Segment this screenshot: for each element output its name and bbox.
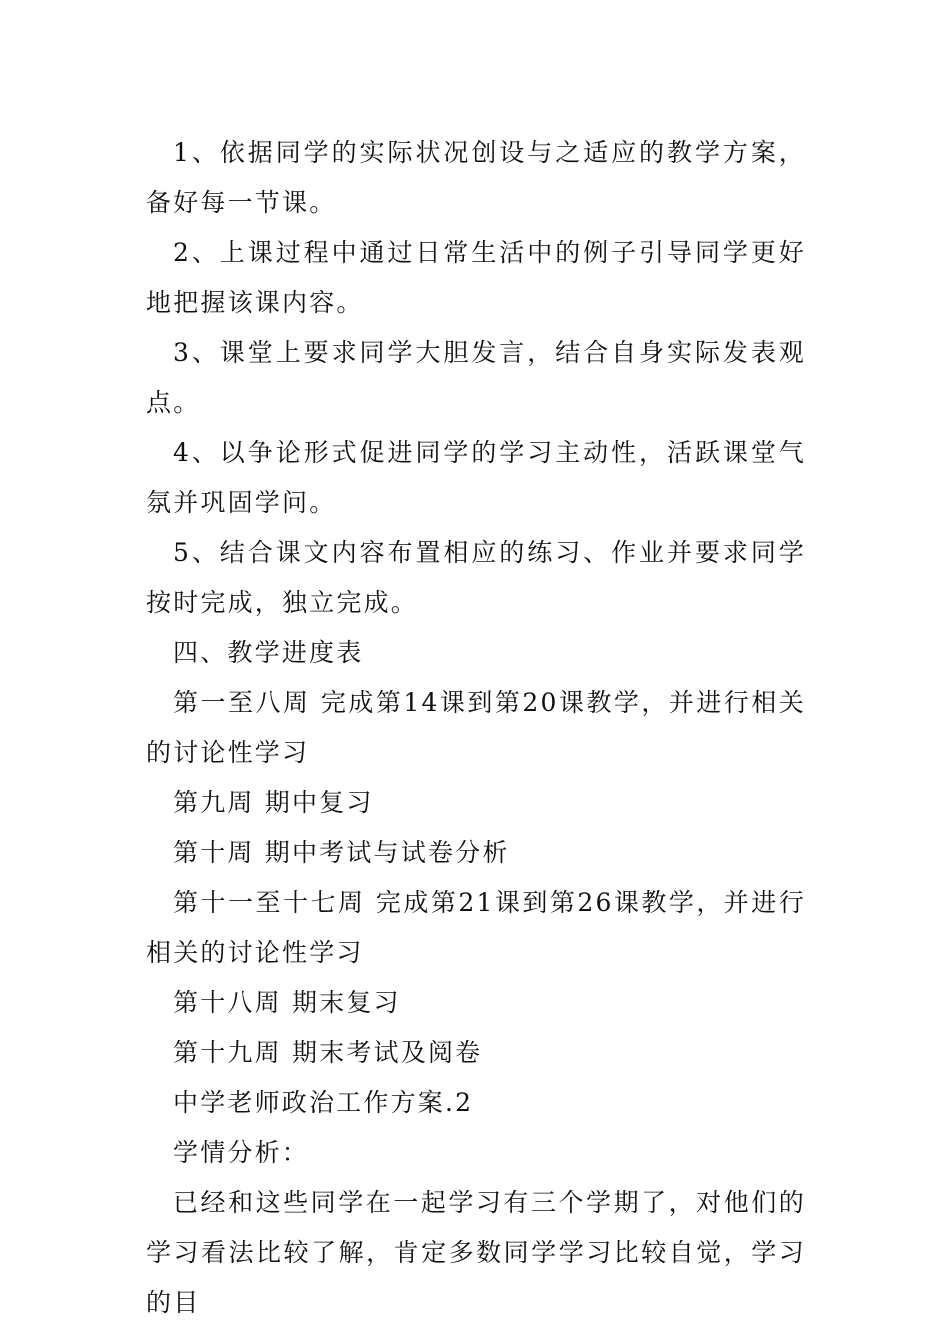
- schedule-week-19: 第十九周 期末考试及阅卷: [173, 1038, 483, 1067]
- schedule-week-10: 第十周 期中考试与试卷分析: [173, 838, 510, 867]
- document-title-2: 中学老师政治工作方案.2: [173, 1088, 474, 1117]
- paragraph-method-1: 1、依据同学的实际状况创设与之适应的教学方案，备好每一节课。: [146, 138, 806, 217]
- section-heading-analysis: 学情分析：: [173, 1138, 310, 1167]
- schedule-week-18: 第十八周 期末复习: [173, 988, 401, 1017]
- paragraph-method-3: 3、课堂上要求同学大胆发言，结合自身实际发表观点。: [146, 338, 806, 417]
- paragraph-analysis: 已经和这些同学在一起学习有三个学期了，对他们的学习看法比较了解，肯定多数同学学习比较自觉，学习的目: [146, 1188, 806, 1317]
- paragraph-method-5: 5、结合课文内容布置相应的练习、作业并要求同学按时完成，独立完成。: [146, 538, 806, 617]
- schedule-weeks-1-8: 第一至八周 完成第14课到第20课教学，并进行相关的讨论性学习: [146, 688, 806, 767]
- schedule-week-9: 第九周 期中复习: [173, 788, 374, 817]
- paragraph-method-2: 2、上课过程中通过日常生活中的例子引导同学更好地把握该课内容。: [146, 238, 806, 317]
- schedule-weeks-11-17: 第十一至十七周 完成第21课到第26课教学，并进行相关的讨论性学习: [146, 888, 806, 967]
- paragraph-method-4: 4、以争论形式促进同学的学习主动性，活跃课堂气氛并巩固学问。: [146, 438, 806, 517]
- document-page: [146, 128, 806, 1328]
- section-heading-schedule: 四、教学进度表: [173, 638, 364, 667]
